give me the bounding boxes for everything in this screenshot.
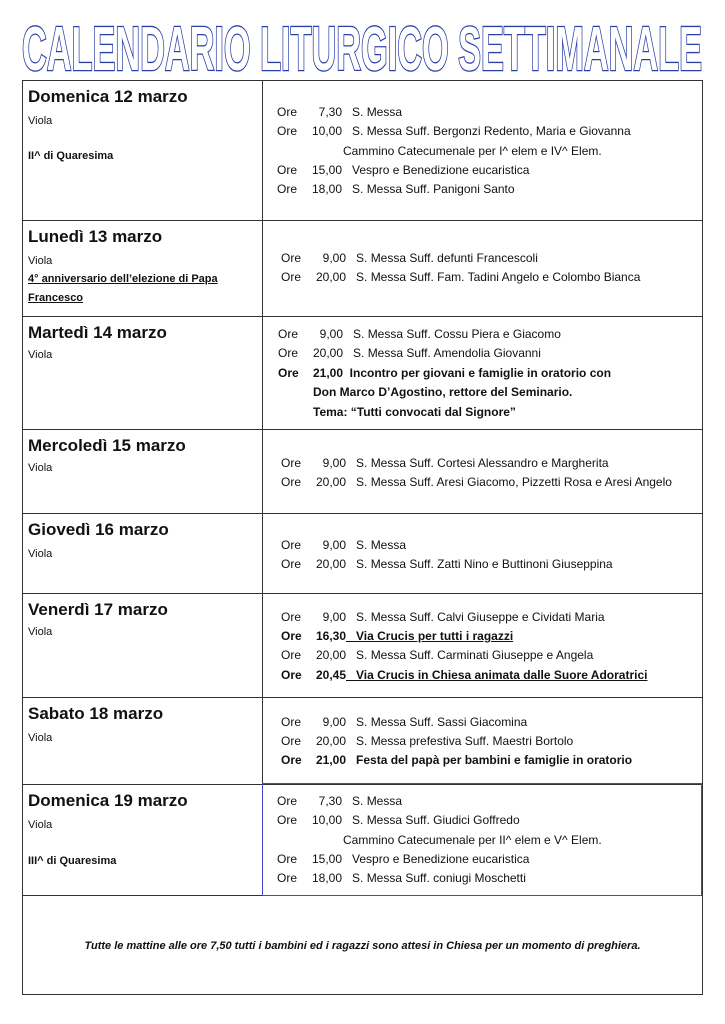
day-info	[23, 698, 263, 784]
liturgical-color: Viola	[28, 819, 53, 831]
liturgical-color: Viola	[28, 255, 53, 267]
calendar-table	[22, 80, 703, 995]
schedule-line: Ore 21,00 Festa del papà per bambini e famiglie in oratorio	[281, 753, 633, 767]
footer-text: Tutte le mattine alle ore 7,50 tutti i bambini ed i ragazzi sono attesi in Chiesa per un momento di preghiera.	[84, 940, 641, 952]
day-row-4	[23, 514, 702, 594]
schedule-line: Ore 20,00 S. Messa Suff. Aresi Giacomo, Pizzetti Rosa e Aresi Angelo	[281, 475, 672, 489]
schedule-line: Cammino Catecumenale per I^ elem e IV^ Elem.	[343, 144, 602, 158]
day-name: Domenica 12 marzo	[28, 87, 188, 106]
day-row-6	[23, 698, 702, 785]
page-title	[0, 10, 725, 82]
schedule-line: Ore 9,00 S. Messa Suff. Calvi Giuseppe e Cividati Maria	[281, 610, 605, 624]
liturgical-color: Viola	[28, 626, 53, 638]
schedule-line: Ore 18,00 S. Messa Suff. Panigoni Santo	[277, 182, 515, 196]
schedule-line: Ore 20,00 S. Messa Suff. Amendolia Giovanni	[278, 346, 541, 360]
schedule	[263, 594, 702, 697]
schedule	[263, 698, 702, 784]
schedule	[263, 221, 702, 316]
schedule-line: Ore 10,00 S. Messa Suff. Bergonzi Redento, Maria e Giovanna	[277, 124, 631, 138]
schedule-line: Ore 9,00 S. Messa Suff. defunti Francescoli	[281, 251, 538, 265]
schedule-line: Cammino Catecumenale per II^ elem e V^ Elem.	[343, 833, 602, 847]
schedule	[263, 430, 702, 513]
schedule-line: Tema: “Tutti convocati dal Signore”	[313, 405, 516, 419]
day-row-0	[23, 81, 702, 221]
day-row-5	[23, 594, 702, 698]
day-name: Domenica 19 marzo	[28, 791, 188, 810]
day-info	[23, 514, 263, 593]
schedule-line: Ore 15,00 Vespro e Benedizione eucaristica	[277, 852, 530, 866]
day-name: Sabato 18 marzo	[28, 704, 164, 723]
liturgical-color: Viola	[28, 732, 53, 744]
day-name: Martedì 14 marzo	[28, 323, 167, 342]
day-info	[23, 221, 263, 316]
schedule-line: Don Marco D’Agostino, rettore del Seminario.	[313, 385, 573, 399]
schedule	[263, 514, 702, 593]
day-note: II^ di Quaresima	[28, 150, 114, 162]
day-note: 4° anniversario dell’elezione di Papa Francesco	[28, 273, 218, 304]
day-info	[23, 594, 263, 697]
schedule-line: Ore 20,00 S. Messa prefestiva Suff. Maestri Bortolo	[281, 734, 574, 748]
schedule-line: Ore 9,00 S. Messa	[281, 538, 407, 552]
schedule-line: Ore 18,00 S. Messa Suff. coniugi Moschetti	[277, 871, 526, 885]
schedule-line: Ore 20,00 S. Messa Suff. Zatti Nino e Buttinoni Giuseppina	[281, 557, 613, 571]
day-name: Lunedì 13 marzo	[28, 227, 163, 246]
schedule-line: Ore 9,00 S. Messa Suff. Cossu Piera e Giacomo	[278, 327, 561, 341]
day-row-1	[23, 221, 702, 317]
schedule-line: Ore 20,00 S. Messa Suff. Fam. Tadini Angelo e Colombo Bianca	[281, 270, 641, 284]
footer	[23, 896, 702, 996]
schedule	[263, 317, 702, 429]
day-note: III^ di Quaresima	[28, 855, 117, 867]
day-info	[23, 430, 263, 513]
schedule-line: Ore 10,00 S. Messa Suff. Giudici Goffredo	[277, 813, 520, 827]
liturgical-color: Viola	[28, 462, 53, 474]
schedule-line: Ore 20,45 Via Crucis in Chiesa animata dalle Suore Adoratrici	[281, 668, 648, 682]
day-info	[23, 785, 263, 895]
schedule-line: Ore 21,00 Incontro per giovani e famiglie in oratorio con	[278, 366, 612, 380]
day-name: Giovedì 16 marzo	[28, 520, 169, 539]
liturgical-color: Viola	[28, 349, 53, 361]
day-row-7	[23, 785, 702, 896]
schedule	[263, 81, 702, 220]
title-text: CALENDARIO LITURGICO SETTIMANALE	[22, 15, 703, 82]
day-info	[23, 81, 263, 220]
schedule-line: Ore 15,00 Vespro e Benedizione eucaristica	[277, 163, 530, 177]
schedule-line: Ore 9,00 S. Messa Suff. Cortesi Alessandro e Margherita	[281, 456, 609, 470]
day-row-3	[23, 430, 702, 514]
schedule-line: Ore 7,30 S. Messa	[277, 794, 403, 808]
schedule-line: Ore 16,30 Via Crucis per tutti i ragazzi	[281, 629, 514, 643]
day-name: Mercoledì 15 marzo	[28, 436, 186, 455]
schedule	[263, 785, 702, 895]
schedule-line: Ore 20,00 S. Messa Suff. Carminati Giuseppe e Angela	[281, 648, 594, 662]
day-row-2	[23, 317, 702, 430]
liturgical-color: Viola	[28, 115, 53, 127]
schedule-line: Ore 7,30 S. Messa	[277, 105, 403, 119]
day-info	[23, 317, 263, 429]
schedule-line: Ore 9,00 S. Messa Suff. Sassi Giacomina	[281, 715, 528, 729]
liturgical-color: Viola	[28, 548, 53, 560]
day-name: Venerdì 17 marzo	[28, 600, 168, 619]
